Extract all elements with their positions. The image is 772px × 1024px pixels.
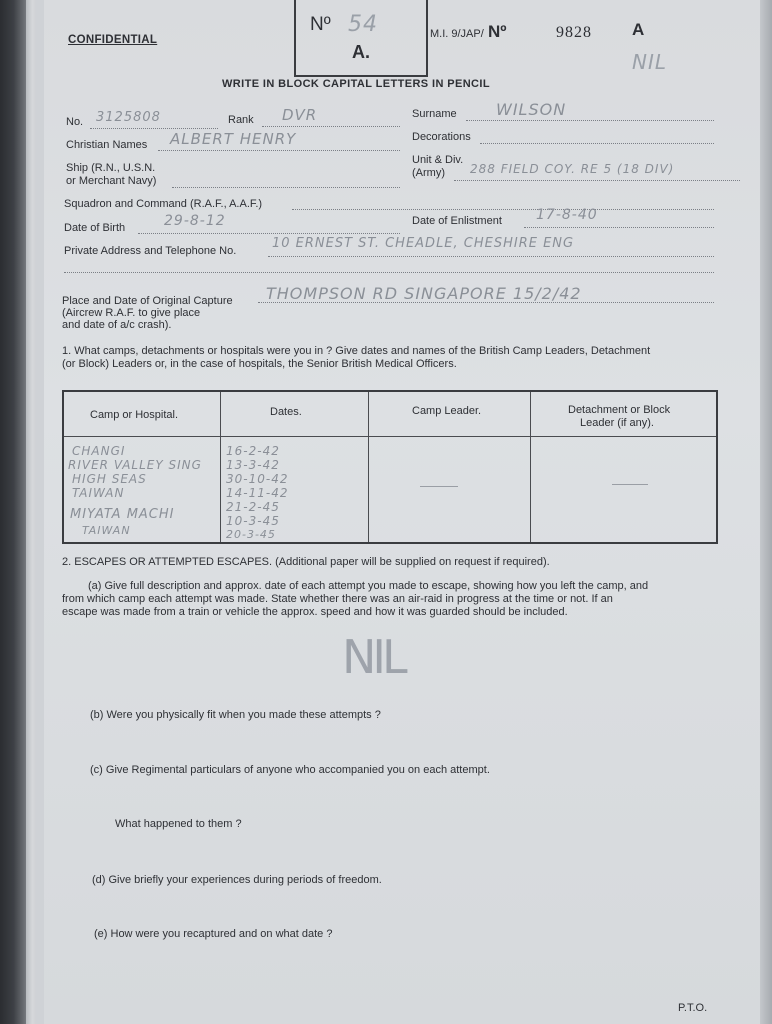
unit-value: 288 FIELD COY. RE 5 (18 DIV): [470, 162, 675, 176]
camp-leader-dash: [420, 486, 458, 487]
block-letter: A.: [352, 42, 370, 62]
date-cell: 14-11-42: [226, 486, 289, 500]
unit-label-2: (Army): [412, 167, 445, 179]
dob-label: Date of Birth: [64, 222, 126, 234]
question2e: (e) How were you recaptured and on what date ?: [94, 928, 333, 940]
camps-table: [62, 390, 718, 544]
date-cell: 10-3-45: [226, 514, 280, 528]
surname-value: WILSON: [496, 100, 567, 119]
instruction-heading: WRITE IN BLOCK CAPITAL LETTERS IN PENCIL: [222, 78, 490, 90]
dob-line: [138, 233, 400, 234]
table-divider: [530, 392, 531, 542]
header-detachment-2: Leader (if any).: [580, 417, 654, 429]
question2c-sub: What happened to them ?: [115, 818, 242, 830]
decorations-line: [480, 143, 714, 144]
pto-label: P.T.O.: [678, 1002, 708, 1014]
capture-label-2: (Aircrew R.A.F. to give place: [62, 307, 201, 319]
question2b: (b) Were you physically fit when you made these attempts ?: [90, 709, 381, 721]
date-cell: 30-10-42: [226, 472, 289, 486]
christian-names-label: Christian Names: [66, 139, 148, 151]
camp-cell: HIGH SEAS: [72, 472, 147, 486]
question1-line2: (or Block) Leaders or, in the case of hospitals, the Senior British Medical Officers.: [62, 358, 457, 370]
block-number-stamp: [294, 0, 428, 77]
escape-answer-nil: NIL: [342, 630, 404, 684]
detachment-dash: [612, 484, 648, 485]
number-value: 9828: [556, 24, 592, 41]
table-divider: [220, 392, 221, 542]
dob-value: 29-8-12: [164, 213, 226, 229]
question2c: (c) Give Regimental particulars of anyone who accompanied you on each attempt.: [90, 764, 490, 776]
header-dates: Dates.: [270, 406, 302, 418]
christian-names-line: [158, 150, 400, 151]
number-label: Nº: [488, 22, 507, 41]
christian-names-value: ALBERT HENRY: [170, 130, 297, 148]
question1-line1: 1. What camps, detachments or hospitals were you in ? Give dates and names of the British Camp Leaders, Detachment: [62, 345, 651, 357]
enlistment-line: [524, 227, 714, 228]
squadron-label: Squadron and Command (R.A.F., A.A.F.): [64, 198, 263, 210]
table-divider: [368, 392, 369, 542]
question2a-line3: escape was made from a train or vehicle the approx. speed and how it was guarded should be included.: [62, 606, 568, 618]
address-value: 10 ERNEST ST. CHEADLE, CHESHIRE ENG: [272, 236, 575, 251]
confidential-label: CONFIDENTIAL: [68, 34, 158, 46]
rank-line: [262, 126, 400, 127]
service-no-line: [90, 128, 218, 129]
unit-line: [454, 180, 740, 181]
question2-title: 2. ESCAPES OR ATTEMPTED ESCAPES. (Additional paper will be supplied on request if required).: [62, 556, 550, 568]
service-no-label: No.: [66, 116, 84, 128]
nil-note: NIL: [632, 50, 668, 74]
service-no-value: 3125808: [96, 110, 161, 125]
camp-cell: TAIWAN: [82, 524, 131, 537]
date-cell: 13-3-42: [226, 458, 280, 472]
date-cell: 21-2-45: [226, 500, 280, 514]
enlistment-label: Date of Enlistment: [412, 215, 502, 227]
camp-cell: TAIWAN: [72, 486, 125, 500]
capture-value: THOMPSON RD SINGAPORE 15/2/42: [266, 284, 582, 303]
table-header-rule: [64, 436, 716, 437]
enlistment-value: 17-8-40: [536, 207, 598, 223]
page-edge: [760, 0, 772, 1024]
surname-label: Surname: [412, 108, 457, 120]
capture-label-1: Place and Date of Original Capture: [62, 295, 233, 307]
question2d: (d) Give briefly your experiences during periods of freedom.: [92, 874, 382, 886]
date-cell: 16-2-42: [226, 444, 280, 458]
unit-label-1: Unit & Div.: [412, 154, 464, 166]
question2a-line1: (a) Give full description and approx. date of each attempt you made to escape, showing how you left the camp, and: [88, 580, 649, 592]
file-letter: A: [632, 20, 645, 39]
rank-label: Rank: [228, 114, 254, 126]
address-label: Private Address and Telephone No.: [64, 245, 237, 257]
address-line-2: [64, 272, 714, 273]
squadron-line: [292, 209, 714, 210]
ship-label-1: Ship (R.N., U.S.N.: [66, 162, 156, 174]
rank-value: DVR: [282, 106, 318, 124]
camp-cell: CHANGI: [72, 444, 126, 458]
ship-line: [172, 187, 400, 188]
ship-label-2: or Merchant Navy): [66, 175, 157, 187]
surname-line: [466, 120, 714, 121]
header-detachment: Detachment or Block: [568, 404, 671, 416]
decorations-label: Decorations: [412, 131, 471, 143]
mi-reference: M.I. 9/JAP/: [430, 28, 484, 40]
question2a-line2: from which camp each attempt was made. State whether there was an air-raid in progress at the time or not. If an: [62, 593, 613, 605]
header-camp-leader: Camp Leader.: [412, 405, 482, 417]
camp-cell: RIVER VALLEY SING: [68, 458, 202, 472]
camp-cell: MIYATA MACHI: [70, 507, 175, 522]
block-no-label: Nº: [310, 14, 331, 35]
date-cell: 20-3-45: [226, 528, 276, 541]
header-camp: Camp or Hospital.: [90, 409, 179, 421]
address-line-1: [268, 256, 714, 257]
block-no-value: 54: [348, 12, 378, 37]
capture-label-3: and date of a/c crash).: [62, 319, 172, 331]
